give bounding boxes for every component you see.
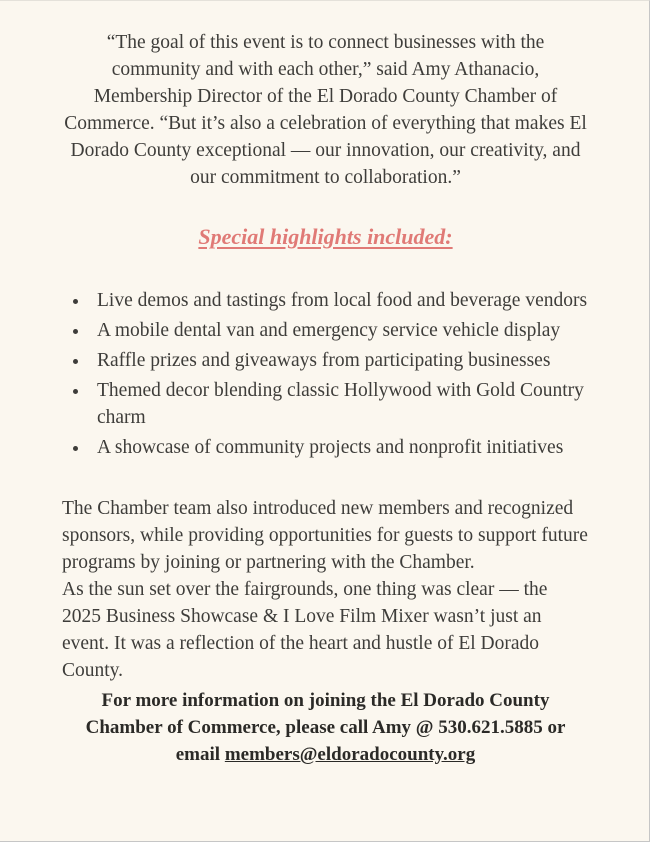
contact-info-footer (62, 687, 589, 768)
chamber-team-paragraph: The Chamber team also introduced new members and recognized sponsors, while providing opportunities for guests to support future programs by joining or partnering with the Chamber. (62, 498, 588, 573)
contact-info-text: For more information on joining the El Dorado County Chamber of Commerce, please call Amy @ 530.621.5885 or email (85, 690, 566, 765)
highlight-item: • Raffle prizes and giveaways from participating businesses (90, 347, 589, 374)
highlight-item: • Themed decor blending classic Hollywood with Gold Country charm (90, 377, 589, 431)
highlights-heading: Special highlights included: (198, 224, 453, 249)
highlights-heading-container (62, 224, 589, 250)
highlights-list (62, 287, 589, 461)
event-quote-paragraph: “The goal of this event is to connect businesses with the community and with each other,” said Amy Athanacio, Membership Director of the El Dorado County Chamber of Commerce. “But it’s also a celebration of everything that makes El Dorado County exceptional — our innovation, our creativity, and our commitment to collaboration.” (64, 32, 587, 188)
highlight-item: • A showcase of community projects and nonprofit initiatives (90, 434, 589, 461)
closing-paragraph: As the sun set over the fairgrounds, one thing was clear — the 2025 Business Showcase & I Love Film Mixer wasn’t just an event. It was a reflection of the heart and hustle of El Dorado County. (62, 579, 548, 681)
highlight-item: • Live demos and tastings from local food and beverage vendors (90, 287, 589, 314)
body-paragraphs (62, 495, 589, 684)
highlight-item: • A mobile dental van and emergency service vehicle display (90, 317, 589, 344)
email-link[interactable]: members@eldoradocounty.org (224, 744, 476, 765)
